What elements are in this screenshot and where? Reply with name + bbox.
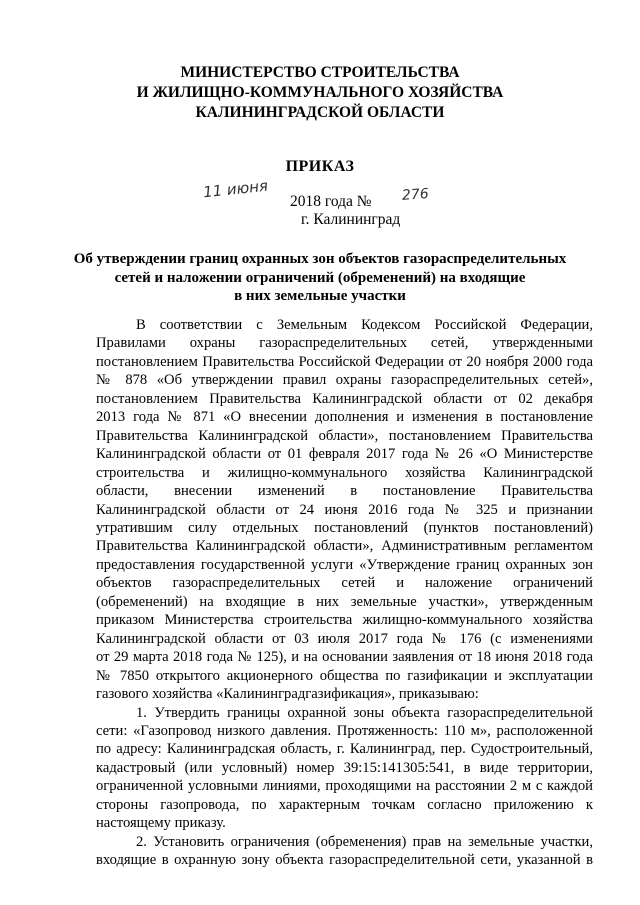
body-line: предоставления государственной услуги «Утверждение границ охранных зон	[96, 556, 593, 573]
body-line: Калининградской области от 03 июля 2017 года № 176 (с изменениями	[96, 630, 593, 647]
ministry-line: КАЛИНИНГРАДСКОЙ ОБЛАСТИ	[195, 104, 445, 121]
body-line: Калининградской области от 01 февраля 2017 года № 26 «О Министерстве	[96, 446, 593, 463]
order-subject	[0, 250, 640, 306]
body-line: строительства и жилищно-коммунального хозяйства Калининградской	[96, 464, 593, 481]
subject-line: Об утверждении границ охранных зон объектов газораспределительных	[73, 251, 567, 267]
body-line: 1. Утвердить границы охранной зоны объекта газораспределительной	[136, 704, 593, 721]
order-city: г. Калининград	[301, 211, 401, 228]
body-line: ограниченной условными линиями, проходящими на расстоянии 2 м с каждой	[96, 778, 593, 795]
body-line: приказом Министерства строительства жилищно-коммунального хозяйства	[96, 612, 593, 629]
order-date-text: 2018 года №	[290, 193, 372, 210]
ministry-header	[0, 63, 640, 123]
body-line: № 7850 открытого акционерного общества по газификации и эксплуатации	[96, 667, 593, 684]
handwritten-order-number: 276	[401, 186, 430, 204]
body-line: 2013 года № 871 «О внесении дополнения и изменения в постановление	[96, 409, 593, 426]
body-line: постановлением Правительства Калининградской области от 02 декабря	[96, 390, 593, 407]
body-line: области, внесении изменений в постановление Правительства	[96, 483, 593, 500]
body-line: стороны газопровода, по характерным точкам согласно приложению к	[96, 796, 593, 813]
body-line: по адресу: Калининградская область, г. Калининград, пер. Судостроительный,	[96, 741, 593, 758]
body-line: газового хозяйства «Калининградгазификация», приказываю:	[96, 686, 479, 703]
body-line: 2. Установить ограничения (обременения) прав на земельные участки,	[136, 833, 593, 850]
order-body	[96, 316, 593, 870]
subject-line: в них земельные участки	[234, 288, 406, 304]
subject-line: сетей и наложении ограничений (обременений) на входящие	[114, 269, 526, 286]
body-line: от 29 марта 2018 года № 125), и на основании заявления от 18 июня 2018 года	[96, 649, 593, 666]
body-line: Правилами охраны газораспределительных сетей, утвержденными	[96, 335, 593, 352]
handwritten-date: 11 июня	[202, 176, 269, 202]
body-line: объектов газораспределительных сетей и наложение ограничений	[96, 575, 593, 592]
body-line: (обременений) на входящие в них земельные участки», утвержденным	[96, 593, 593, 610]
body-line: Калининградской области от 24 июня 2016 года № 325 и признании	[96, 501, 593, 518]
body-line: утратившим силу отдельных постановлений (пунктов постановлений)	[96, 519, 593, 536]
body-line: входящие в охранную зону объекта газораспределительной сети, указанной в	[96, 852, 593, 869]
body-line: настоящему приказу.	[96, 815, 226, 832]
ministry-line: И ЖИЛИЩНО-КОММУНАЛЬНОГО ХОЗЯЙСТВА	[136, 84, 504, 101]
ministry-line: МИНИСТЕРСТВО СТРОИТЕЛЬСТВА	[180, 64, 460, 81]
order-date-line	[290, 193, 400, 211]
body-line: № 878 «Об утверждении правил охраны газораспределительных сетей»,	[96, 372, 593, 389]
body-line: Правительства Калининградской области», постановлением Правительства	[96, 427, 593, 444]
body-line: сети: «Газопровод низкого давления. Протяженность: 110 м», расположенной	[96, 722, 593, 739]
body-line: кадастровый (или условный) номер 39:15:141305:541, в виде территории,	[96, 759, 593, 776]
order-title: ПРИКАЗ	[285, 158, 355, 175]
body-line: В соответствии с Земельным Кодексом Российской Федерации,	[136, 317, 593, 333]
body-line: Правительства Калининградской области», Административным регламентом	[96, 538, 593, 555]
body-line: постановлением Правительства Российской Федерации от 20 ноября 2000 года	[96, 353, 593, 370]
